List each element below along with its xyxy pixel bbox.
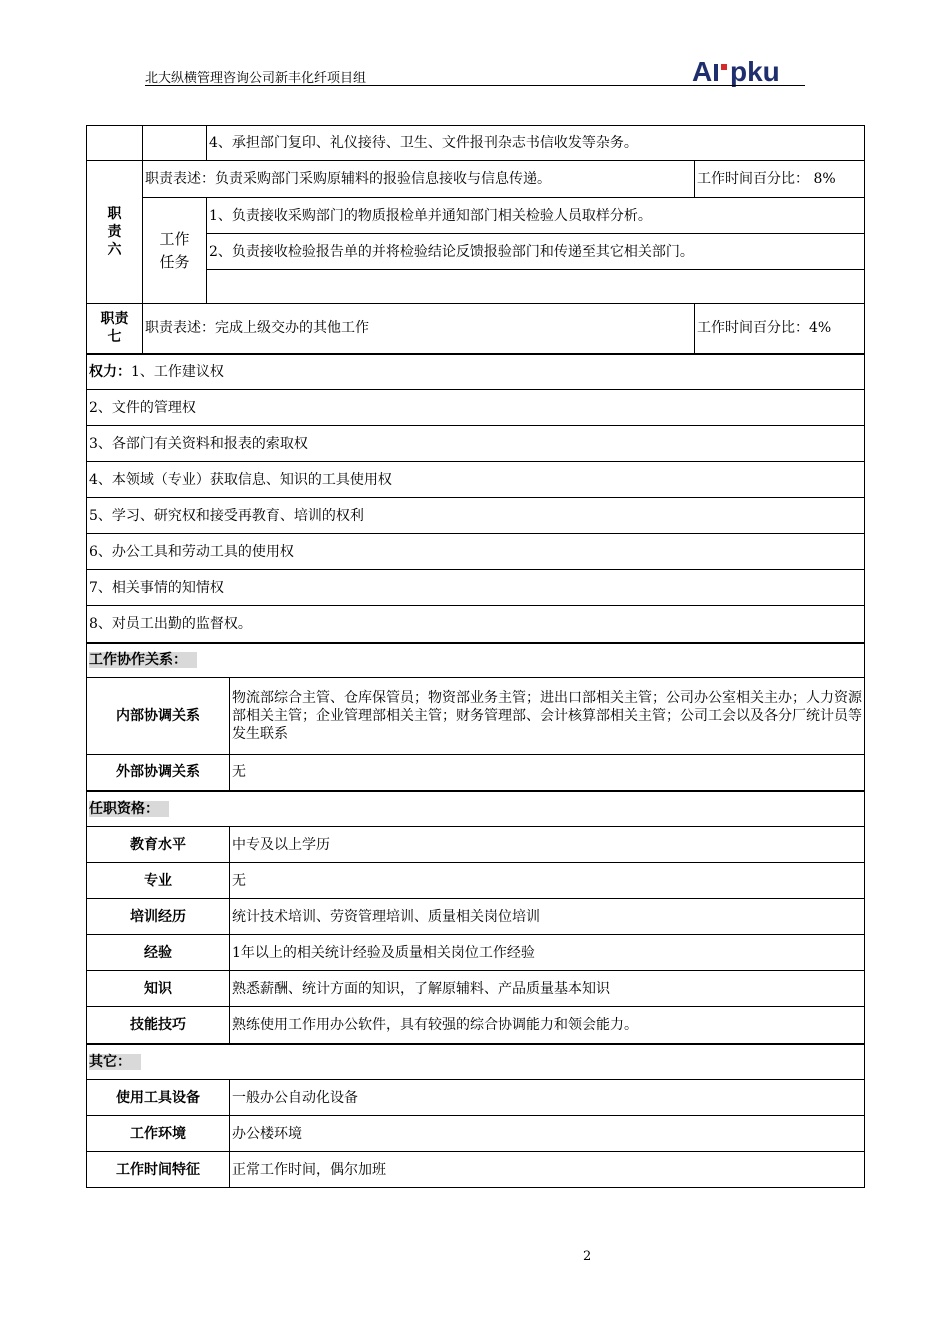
duty7-percent: 工作时间百分比：4% [695,304,865,354]
duty7-label: 职责 七 [87,304,143,354]
page-number: 2 [583,1249,592,1264]
svg-text:pku: pku [730,56,780,87]
task-empty [207,270,865,304]
cooperation-title-row [87,643,865,678]
qual-label: 知识 [87,971,230,1007]
qual-label: 经验 [87,935,230,971]
qual-value: 统计技术培训、劳资管理培训、质量相关岗位培训 [230,899,865,935]
power-item: 6、办公工具和劳动工具的使用权 [87,534,865,570]
job-description-table [86,125,865,1188]
other-value: 办公楼环境 [230,1116,865,1152]
power-item: 7、相关事情的知情权 [87,570,865,606]
power-title-row [87,354,865,390]
qual-value: 1年以上的相关统计经验及质量相关岗位工作经验 [230,935,865,971]
qual-label: 教育水平 [87,827,230,863]
internal-value: 物流部综合主管、仓库保管员；物资部业务主管；进出口部相关主管；公司办公室相关主办；人力资源部相关主管；企业管理部相关主管；财务管理部、会计核算部相关主管；公司工会以及各分厂统计员等发生联系 [230,678,865,755]
power-item: 1、工作建议权 [131,363,224,380]
other-label: 工作时间特征 [87,1152,230,1188]
duty6-desc: 职责表述：负责采购部门采购原辅料的报验信息接收与信息传递。 [143,161,695,198]
header-title: 北大纵横管理咨询公司新丰化纤项目组 [145,71,367,86]
task-item: 2、负责接收检验报告单的并将检验结论反馈报验部门和传递至其它相关部门。 [207,234,865,270]
external-row [87,755,865,791]
power-item: 5、学习、研究权和接受再教育、培训的权利 [87,498,865,534]
header-rule [145,85,805,86]
other-label: 工作环境 [87,1116,230,1152]
other-label: 使用工具设备 [87,1080,230,1116]
other-value: 一般办公自动化设备 [230,1080,865,1116]
blank-cell [143,126,207,161]
power-first [87,354,865,390]
other-title-row [87,1044,865,1080]
duty6-label: 职 责 六 [87,161,143,304]
task-label: 工作 任务 [143,198,207,304]
qual-value: 熟练使用工作用办公软件，具有较强的综合协调能力和领会能力。 [230,1007,865,1044]
qual-value: 中专及以上学历 [230,827,865,863]
power-item: 8、对员工出勤的监督权。 [87,606,865,643]
duty7-row [87,304,865,354]
duty6-continued-row [87,126,865,161]
qual-label: 培训经历 [87,899,230,935]
qualification-title-row [87,791,865,827]
other-value: 正常工作时间，偶尔加班 [230,1152,865,1188]
qual-label: 技能技巧 [87,1007,230,1044]
power-title: 权力： [89,363,131,380]
duty6-percent: 工作时间百分比： 8% [695,161,865,198]
cooperation-title: 工作协作关系： [87,643,865,678]
power-item: 4、本领域（专业）获取信息、知识的工具使用权 [87,462,865,498]
task-item: 1、负责接收采购部门的物质报检单并通知部门相关检验人员取样分析。 [207,198,865,234]
duty6-task-row [87,198,865,234]
qual-value: 熟悉薪酬、统计方面的知识，了解原辅料、产品质量基本知识 [230,971,865,1007]
internal-row [87,678,865,755]
qualification-title: 任职资格： [87,791,865,827]
external-label: 外部协调关系 [87,755,230,791]
svg-text:A: A [692,56,713,87]
duty6-desc-row [87,161,865,198]
duty7-desc: 职责表述：完成上级交办的其他工作 [143,304,695,354]
qual-label: 专业 [87,863,230,899]
company-logo [692,54,812,88]
other-title: 其它： [87,1044,865,1080]
power-item: 3、各部门有关资料和报表的索取权 [87,426,865,462]
external-value: 无 [230,755,865,791]
qual-value: 无 [230,863,865,899]
internal-label: 内部协调关系 [87,678,230,755]
power-item: 2、文件的管理权 [87,390,865,426]
blank-cell [87,126,143,161]
task-item: 4、承担部门复印、礼仪接待、卫生、文件报刊杂志书信收发等杂务。 [207,126,865,161]
